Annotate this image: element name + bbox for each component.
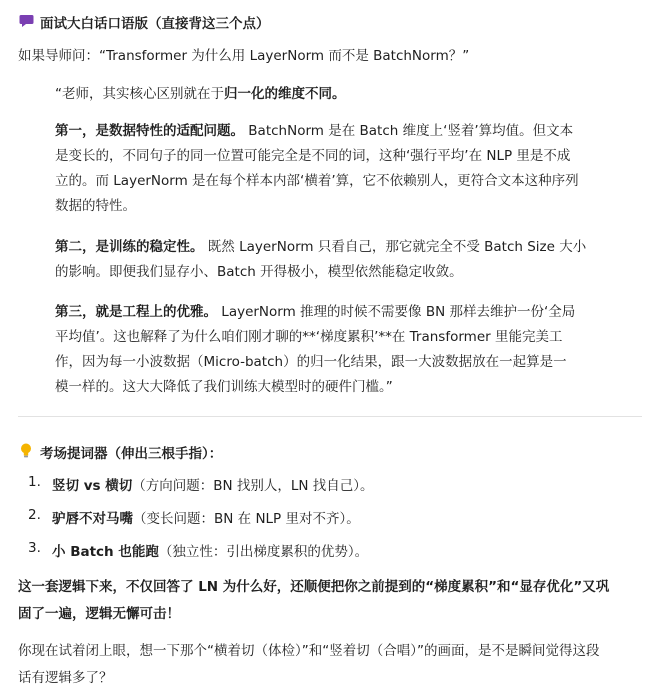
- list-item-text: （方向问题：BN 找别人，LN 找自己）。: [132, 478, 374, 494]
- quote-paragraph-2: [55, 235, 625, 285]
- point-1-line: 是变长的，不同句子的同一位置可能完全是不同的词，这种‘强行平均’在 NLP 里是不成: [55, 148, 571, 164]
- point-3-title: 第三，就是工程上的优雅。: [55, 304, 217, 320]
- quote-paragraph-3: [55, 300, 625, 400]
- quote-opening-bold: 归一化的维度不同。: [224, 86, 346, 102]
- list-item-text: （变长问题：BN 在 NLP 里对不齐）。: [133, 511, 360, 527]
- quote-opening-text: “老师，其实核心区别就在于: [55, 86, 224, 102]
- question-text: 如果导师问：“Transformer 为什么用 LayerNorm 而不是 BatchNorm？”: [18, 48, 470, 64]
- list-number: 2.: [28, 507, 41, 523]
- lightbulb-icon: [18, 443, 34, 462]
- summary-line: 这一套逻辑下来，不仅回答了 LN 为什么好，还顺便把你之前提到的“梯度累积”和“显存优化”又巩: [18, 579, 610, 595]
- list-item-bold: 驴唇不对马嘴: [52, 511, 133, 527]
- point-1-line: BatchNorm 是在 Batch 维度上‘竖着’算均值。但文本: [244, 123, 574, 139]
- closing-paragraph: [18, 638, 599, 692]
- quote-opening: [55, 82, 625, 107]
- section-title: 考场提词器（伸出三根手指）：: [40, 446, 223, 462]
- point-1-line: 立的。而 LayerNorm 是在每个样本内部‘横着’算，它不依赖别人，更符合文本这种序列: [55, 173, 579, 189]
- closing-line: 话有逻辑多了？: [18, 670, 113, 686]
- summary-paragraph: [18, 574, 609, 628]
- section-heading: [18, 442, 222, 462]
- point-1-line: 数据的特性。: [55, 198, 136, 214]
- point-3-line: 作，因为每一小波数据（Micro-batch）的归一化结果，跟一大波数据放在一起算是一: [55, 354, 567, 370]
- divider: [18, 416, 642, 417]
- summary-line: 固了一遍，逻辑无懈可击！: [18, 606, 180, 622]
- point-2-title: 第二，是训练的稳定性。: [55, 239, 204, 255]
- point-3-line: 模一样的。这大大降低了我们训练大模型时的硬件门槛。”: [55, 379, 393, 395]
- list-item-bold: 竖切 vs 横切: [52, 478, 133, 494]
- section-heading: [18, 12, 270, 32]
- list-number: 3.: [28, 540, 41, 556]
- list-item-bold: 小 Batch 也能跑: [52, 544, 159, 560]
- point-3-line: LayerNorm 推理的时候不需要像 BN 那样去维护一份‘全局: [217, 304, 576, 320]
- list-number: 1.: [28, 474, 41, 490]
- point-2-line: 既然 LayerNorm 只看自己，那它就完全不受 Batch Size 大小: [203, 239, 587, 255]
- speech-bubble-icon: [18, 14, 34, 32]
- section-title: 面试大白话口语版（直接背这三个点）: [40, 16, 270, 32]
- list-item-text: （独立性：引出梯度累积的优势）。: [158, 544, 369, 560]
- point-3-line: 平均值’。这也解释了为什么咱们刚才聊的**‘梯度累积’**在 Transformer 里能完美工: [55, 329, 563, 345]
- point-2-line: 的影响。即便我们显存小、Batch 开得极小，模型依然能稳定收敛。: [55, 264, 463, 280]
- quote-paragraph-1: [55, 119, 625, 219]
- closing-line: 你现在试着闭上眼，想一下那个“横着切（体检）”和“竖着切（合唱）”的画面，是不是瞬间觉得这段: [18, 643, 600, 659]
- point-1-title: 第一，是数据特性的适配问题。: [55, 123, 244, 139]
